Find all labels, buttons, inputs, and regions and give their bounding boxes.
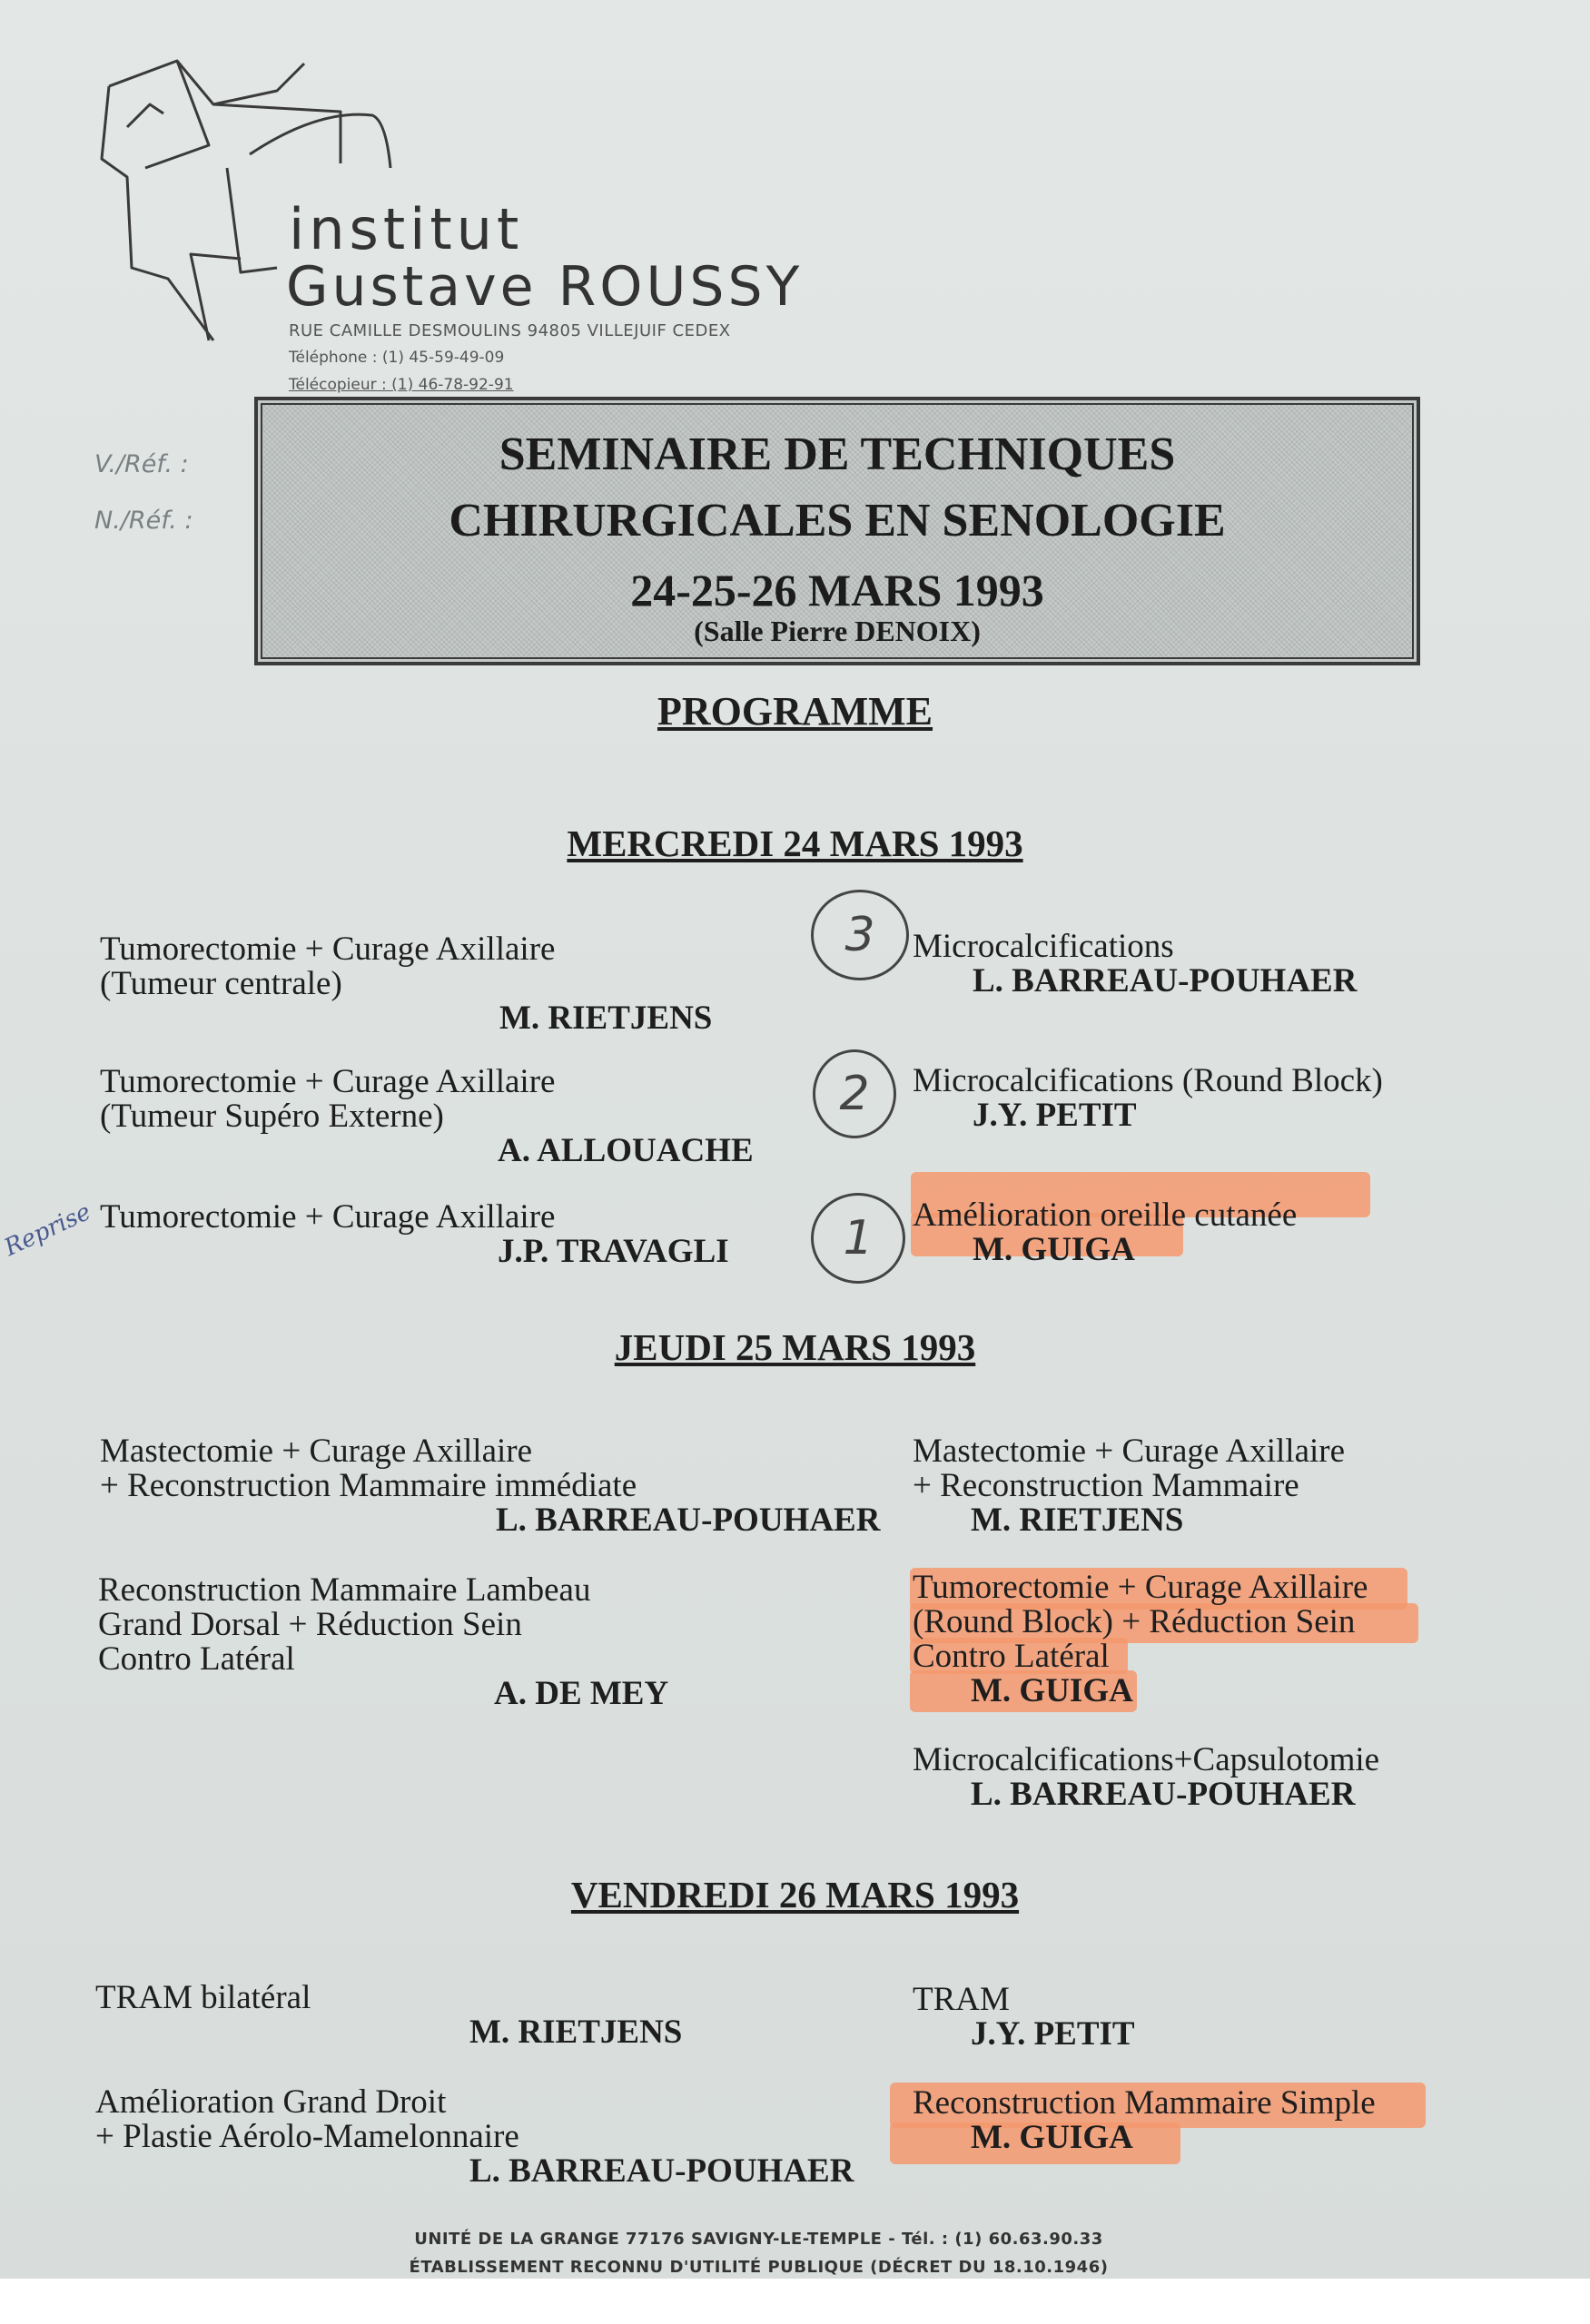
session-speaker: A. ALLOUACHE <box>498 1132 754 1169</box>
day-heading-thursday: JEUDI 25 MARS 1993 <box>614 1326 976 1368</box>
institut-name-line2: Gustave ROUSSY <box>286 255 804 319</box>
scan-bottom-margin <box>0 2279 1590 2324</box>
session-speaker: M. GUIGA <box>971 1672 1133 1709</box>
day-heading-friday: VENDREDI 26 MARS 1993 <box>570 1874 1020 1915</box>
nref-label: N./Réf. : <box>94 507 193 535</box>
session-item <box>913 1571 1368 1709</box>
footer-line1: UNITÉ DE LA GRANGE 77176 SAVIGNY-LE-TEMPLE - Tél. : (1) 60.63.90.33 <box>414 2230 1103 2249</box>
session-speaker: J.Y. PETIT <box>971 2015 1135 2053</box>
seminar-room: (Salle Pierre DENOIX) <box>694 615 981 647</box>
session-title: Contro Latéral <box>913 1638 1110 1675</box>
session-title: (Tumeur Supéro Externe) <box>100 1098 444 1135</box>
session-speaker: M. GUIGA <box>971 2119 1133 2156</box>
session-title: Amélioration Grand Droit <box>95 2083 447 2121</box>
session-title: + Plastie Aérolo-Mamelonnaire <box>95 2118 519 2155</box>
session-speaker: M. GUIGA <box>973 1231 1135 1268</box>
session-title: + Reconstruction Mammaire immédiate <box>100 1467 637 1504</box>
handwritten-circle-3 <box>811 890 909 980</box>
session-title: Microcalcifications <box>913 928 1174 965</box>
session-speaker: M. RIETJENS <box>469 2014 683 2051</box>
session-title: (Tumeur centrale) <box>100 965 342 1002</box>
session-title: Microcalcifications+Capsulotomie <box>913 1741 1380 1778</box>
session-title: Mastectomie + Curage Axillaire <box>100 1433 533 1470</box>
session-item <box>100 1200 729 1269</box>
session-item <box>913 2086 1376 2155</box>
session-item <box>913 1983 1135 2052</box>
session-speaker: M. RIETJENS <box>499 1000 713 1037</box>
session-speaker: J.Y. PETIT <box>973 1097 1137 1134</box>
handwritten-number: 2 <box>839 1067 870 1121</box>
session-title: + Reconstruction Mammaire <box>913 1467 1299 1504</box>
institut-address: RUE CAMILLE DESMOULINS 94805 VILLEJUIF CEDEX <box>289 321 731 340</box>
session-title: Amélioration oreille cutanée <box>913 1196 1298 1234</box>
session-title: (Round Block) + Réduction Sein <box>913 1603 1356 1640</box>
session-title: Microcalcifications (Round Block) <box>913 1062 1383 1099</box>
session-item <box>95 2085 854 2189</box>
session-title: Contro Latéral <box>98 1640 295 1678</box>
day-heading-wednesday: MERCREDI 24 MARS 1993 <box>567 822 1023 864</box>
handwritten-circle-2 <box>813 1049 896 1138</box>
handwritten-number: 1 <box>843 1211 874 1265</box>
session-item <box>95 1981 682 2050</box>
session-item <box>913 1064 1383 1133</box>
session-title: TRAM <box>913 1981 1010 2018</box>
session-item <box>913 930 1357 999</box>
session-title: Reconstruction Mammaire Simple <box>913 2084 1376 2122</box>
session-title: Grand Dorsal + Réduction Sein <box>98 1606 522 1643</box>
session-title: TRAM bilatéral <box>95 1979 311 2016</box>
institut-fax: Télécopieur : (1) 46-78-92-91 <box>289 376 514 394</box>
session-item <box>913 1743 1379 1812</box>
session-speaker: M. RIETJENS <box>971 1502 1184 1539</box>
session-title: Tumorectomie + Curage Axillaire <box>100 931 556 968</box>
session-speaker: L. BARREAU-POUHAER <box>469 2152 854 2190</box>
session-item <box>98 1573 668 1711</box>
session-title: Tumorectomie + Curage Axillaire <box>913 1569 1368 1606</box>
handwritten-circle-1 <box>811 1193 905 1284</box>
seminar-title-line1: SEMINAIRE DE TECHNIQUES <box>499 428 1176 480</box>
session-item <box>100 1065 754 1168</box>
session-item <box>913 1198 1297 1267</box>
session-title: Mastectomie + Curage Axillaire <box>913 1433 1346 1470</box>
session-speaker: L. BARREAU-POUHAER <box>973 962 1358 1000</box>
seminar-dates: 24-25-26 MARS 1993 <box>630 565 1044 615</box>
programme-heading: PROGRAMME <box>657 689 933 734</box>
vref-label: V./Réf. : <box>94 450 189 478</box>
institut-phone: Téléphone : (1) 45-59-49-09 <box>289 349 505 367</box>
session-speaker: A. DE MEY <box>494 1675 669 1712</box>
session-item <box>100 1434 880 1538</box>
session-title: Reconstruction Mammaire Lambeau <box>98 1571 591 1609</box>
footer-line2: ÉTABLISSEMENT RECONNU D'UTILITÉ PUBLIQUE (DÉCRET DU 18.10.1946) <box>409 2258 1109 2277</box>
handwritten-margin-note: Reprise <box>0 1198 95 1262</box>
session-item <box>913 1434 1345 1538</box>
session-speaker: L. BARREAU-POUHAER <box>496 1502 881 1539</box>
session-title: Tumorectomie + Curage Axillaire <box>100 1198 556 1236</box>
handwritten-number: 3 <box>844 908 875 962</box>
session-item <box>100 932 712 1036</box>
seminar-title-box <box>254 397 1420 665</box>
institut-name-line1: institut <box>289 196 524 262</box>
session-speaker: J.P. TRAVAGLI <box>498 1233 729 1270</box>
session-title: Tumorectomie + Curage Axillaire <box>100 1063 556 1100</box>
seminar-title-line2: CHIRURGICALES EN SENOLOGIE <box>449 495 1226 547</box>
session-speaker: L. BARREAU-POUHAER <box>971 1776 1356 1813</box>
